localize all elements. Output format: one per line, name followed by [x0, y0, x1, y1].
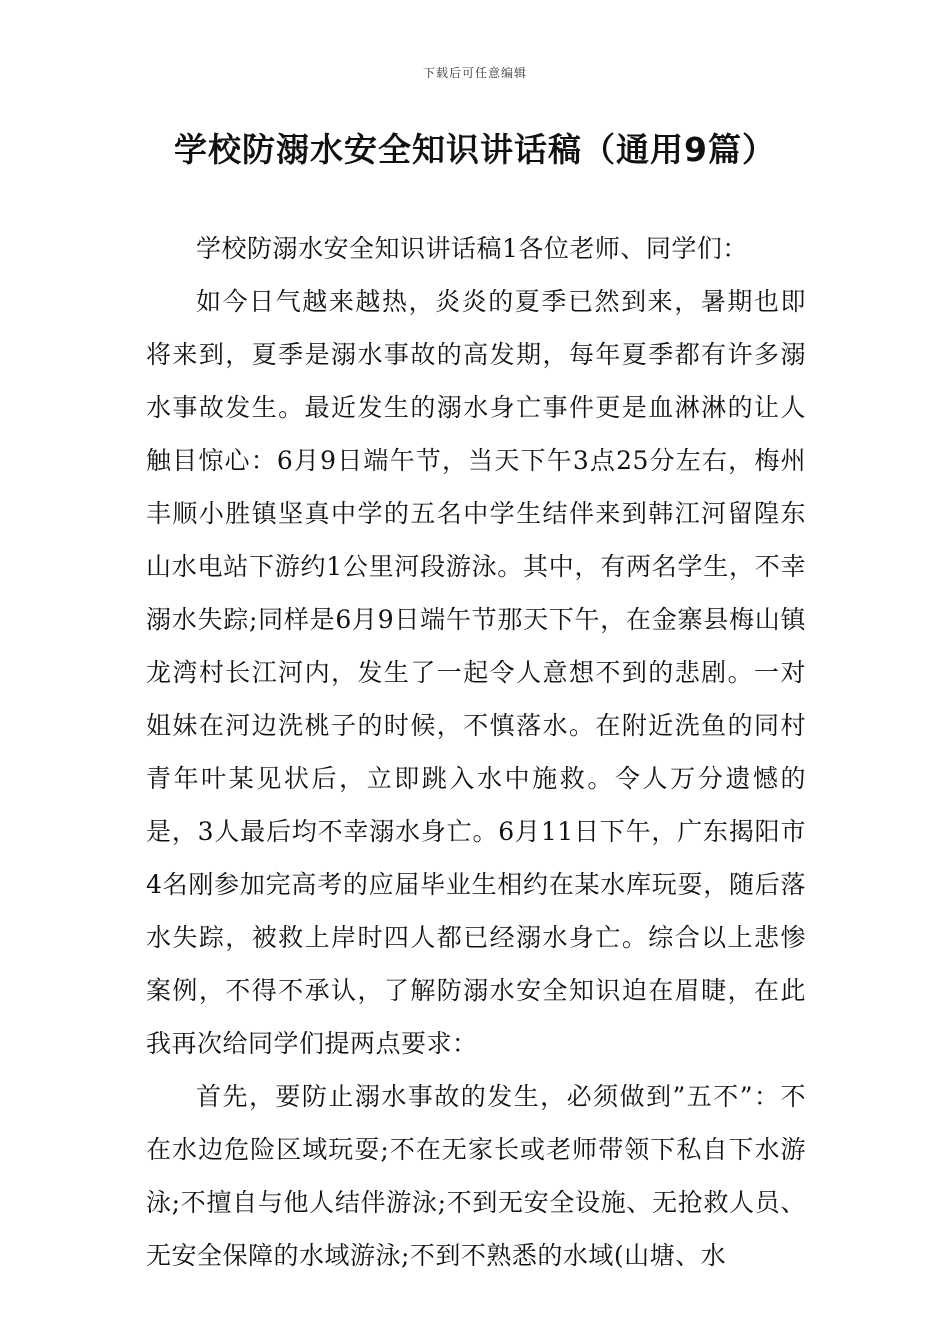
- paragraph-requirements: 首先，要防止溺水事故的发生，必须做到”五不”：不在水边危险区域玩耍;不在无家长或老师带领下私自下水游泳;不擅自与他人结伴游泳;不到无安全设施、无抢救人员、无安全保障的水域游泳;不到不熟悉的水域(山塘、水: [146, 1082, 806, 1270]
- document-body: [146, 222, 806, 1282]
- header-note: 下载后可任意编辑: [422, 66, 527, 80]
- paragraph-intro: 学校防溺水安全知识讲话稿1各位老师、同学们：: [196, 234, 748, 263]
- paragraph-incidents: 如今日气越来越热，炎炎的夏季已然到来，暑期也即将来到，夏季是溺水事故的高发期，每年夏季都有许多溺水事故发生。最近发生的溺水身亡事件更是血淋淋的让人触目惊心：6月9日端午节，当天下午3点25分左右，梅州丰顺小胜镇坚真中学的五名中学生结伴来到韩江河留隍东山水电站下游约1公里河段游泳。其中，有两名学生，不幸溺水失踪;同样是6月9日端午节那天下午，在金寨县梅山镇龙湾村长江河内，发生了一起令人意想不到的悲剧。一对姐妹在河边洗桃子的时候，不慎落水。在附近洗鱼的同村青年叶某见状后，立即跳入水中施救。令人万分遗憾的是，3人最后均不幸溺水身亡。6月11日下午，广东揭阳市4名刚参加完高考的应届毕业生相约在某水库玩耍，随后落水失踪，被救上岸时四人都已经溺水身亡。综合以上悲惨案例，不得不承认，了解防溺水安全知识迫在眉睫，在此我再次给同学们提两点要求：: [146, 287, 806, 1058]
- document-title: 学校防溺水安全知识讲话稿（通用9篇）: [174, 130, 776, 169]
